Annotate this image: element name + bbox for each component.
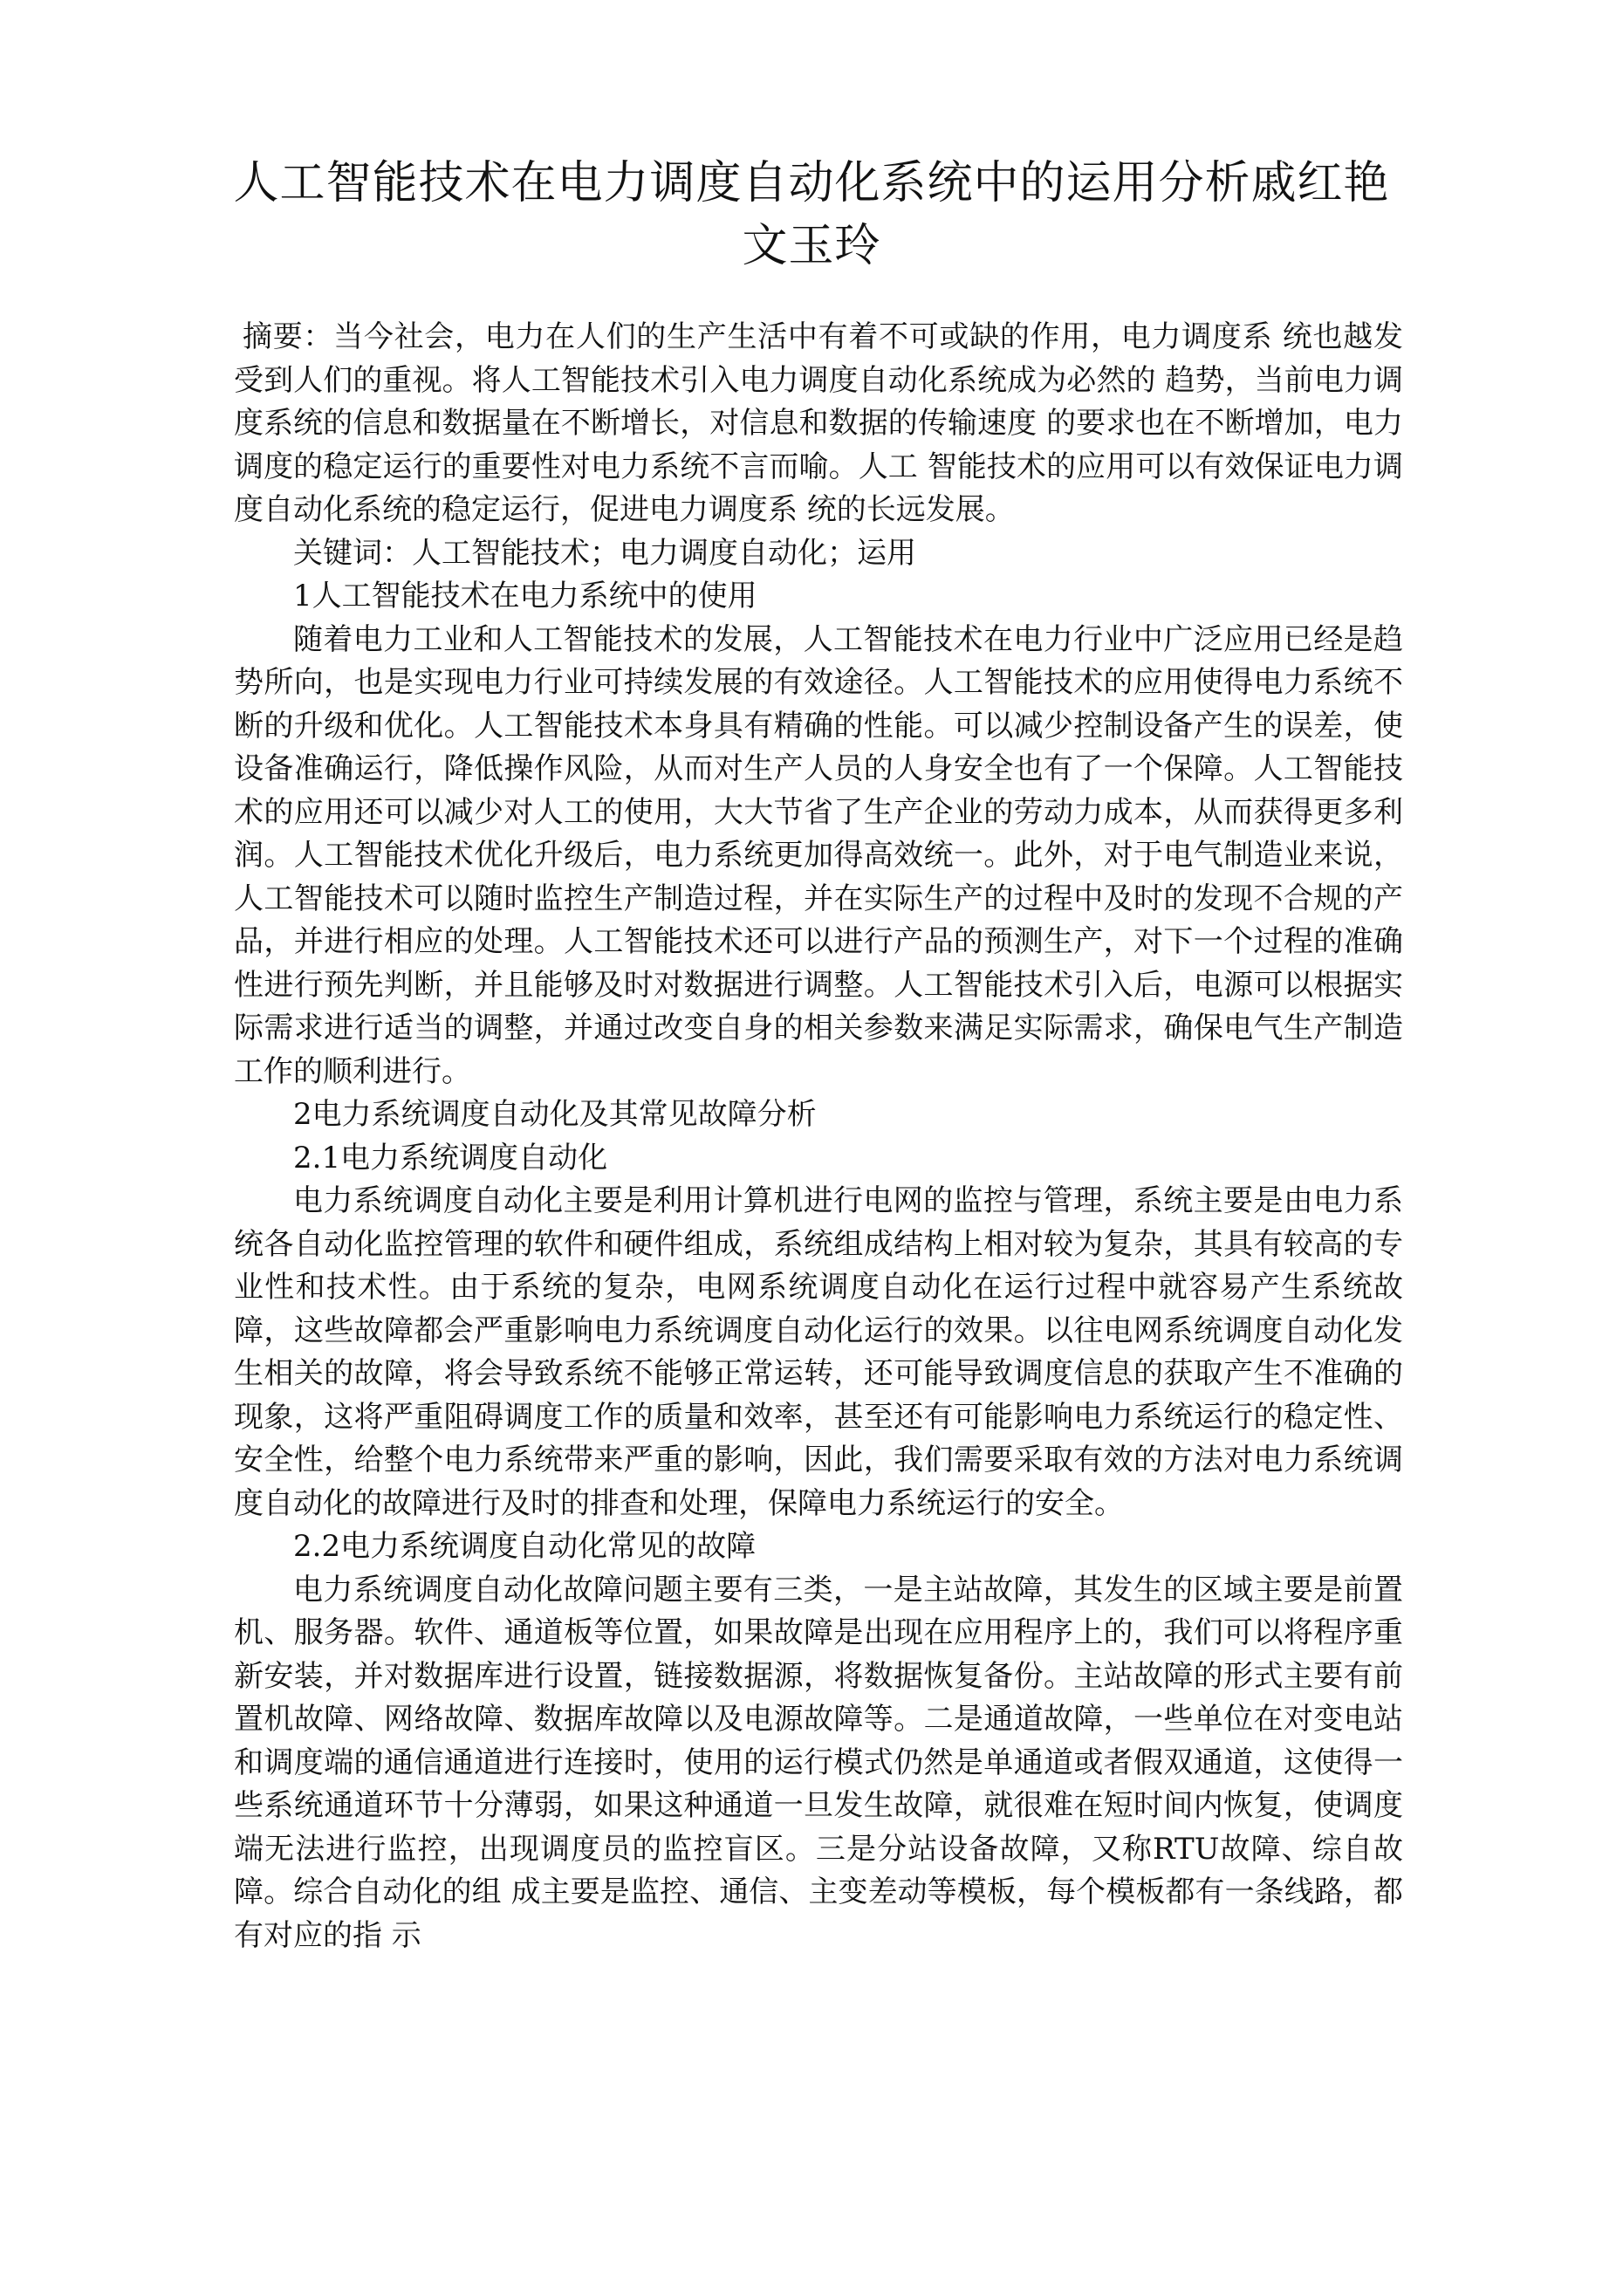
section-2-2-heading: 2.2电力系统调度自动化常见的故障	[293, 1529, 757, 1564]
document-body	[234, 316, 1403, 1957]
document-title: 人工智能技术在电力调度自动化系统中的运用分析戚红艳	[233, 157, 1390, 209]
keywords-line: 关键词：人工智能技术；电力调度自动化；运用	[293, 535, 916, 571]
section-2-1-paragraph: 电力系统调度自动化主要是利用计算机进行电网的监控与管理，系统主要是由电力系统各自动化监控管理的软件和硬件组成，系统组成结构上相对较为复杂，其具有较高的专业性和技术性。由于系统的复杂，电网系统调度自动化在运行过程中就容易产生系统故障，这些故障都会严重影响电力系统调度自动化运行的效果。以往电网系统调度自动化发生相关的故障，将会导致系统不能够正常运转，还可能导致调度信息的获取产生不准确的现象，这将严重阻碍调度工作的质量和效率，甚至还有可能影响电力系统运行的稳定性、安全性，给整个电力系统带来严重的影响，因此，我们需要采取有效的方法对电力系统调度自动化的故障进行及时的排查和处理，保障电力系统运行的安全。	[234, 1183, 1403, 1521]
section-2-heading: 2电力系统调度自动化及其常见故障分析	[293, 1097, 817, 1132]
section-2-1-heading: 2.1电力系统调度自动化	[293, 1140, 608, 1175]
section-2-2-paragraph: 电力系统调度自动化故障问题主要有三类，一是主站故障，其发生的区域主要是前置机、服务器。软件、通道板等位置，如果故障是出现在应用程序上的，我们可以将程序重新安装，并对数据库进行设置，链接数据源，将数据恢复备份。主站故障的形式主要有前置机故障、网络故障、数据库故障以及电源故障等。二是通道故障，一些单位在对变电站和调度端的通信通道进行连接时，使用的运行模式仍然是单通道或者假双通道，这使得一些系统通道环节十分薄弱，如果这种通道一旦发生故障，就很难在短时间内恢复，使调度端无法进行监控，出现调度员的监控盲区。三是分站设备故障，又称RTU故障、综自故障。综合自动化的组 成主要是监控、通信、主变差动等模板，每个模板都有一条线路，都有对应的指 示	[234, 1572, 1403, 1953]
document-title-authors: 文玉玲	[742, 220, 881, 272]
section-1-paragraph: 随着电力工业和人工智能技术的发展，人工智能技术在电力行业中广泛应用已经是趋势所向，也是实现电力行业可持续发展的有效途径。人工智能技术的应用使得电力系统不断的升级和优化。人工智能技术本身具有精确的性能。可以减少控制设备产生的误差，使设备准确运行，降低操作风险，从而对生产人员的人身安全也有了一个保障。人工智能技术的应用还可以减少对人工的使用，大大节省了生产企业的劳动力成本，从而获得更多利润。人工智能技术优化升级后，电力系统更加得高效统一。此外，对于电气制造业来说，人工智能技术可以随时监控生产制造过程，并在实际生产的过程中及时的发现不合规的产品，并进行相应的处理。人工智能技术还可以进行产品的预测生产，对下一个过程的准确性进行预先判断，并且能够及时对数据进行调整。人工智能技术引入后，电源可以根据实际需求进行适当的调整，并通过改变自身的相关参数来满足实际需求，确保电气生产制造工作的顺利进行。	[234, 621, 1403, 1089]
section-1-heading: 1人工智能技术在电力系统中的使用	[293, 579, 757, 613]
abstract-paragraph: 摘要：当今社会，电力在人们的生产生活中有着不可或缺的作用，电力调度系 统也越发受到人们的重视。将人工智能技术引入电力调度自动化系统成为必然的 趋势，当前电力调度系统的信息和数据量在不断增长，对信息和数据的传输速度 的要求也在不断增加，电力调度的稳定运行的重要性对电力系统不言而喻。人工 智能技术的应用可以有效保证电力调度自动化系统的稳定运行，促进电力调度系 统的长远发展。	[234, 319, 1403, 527]
